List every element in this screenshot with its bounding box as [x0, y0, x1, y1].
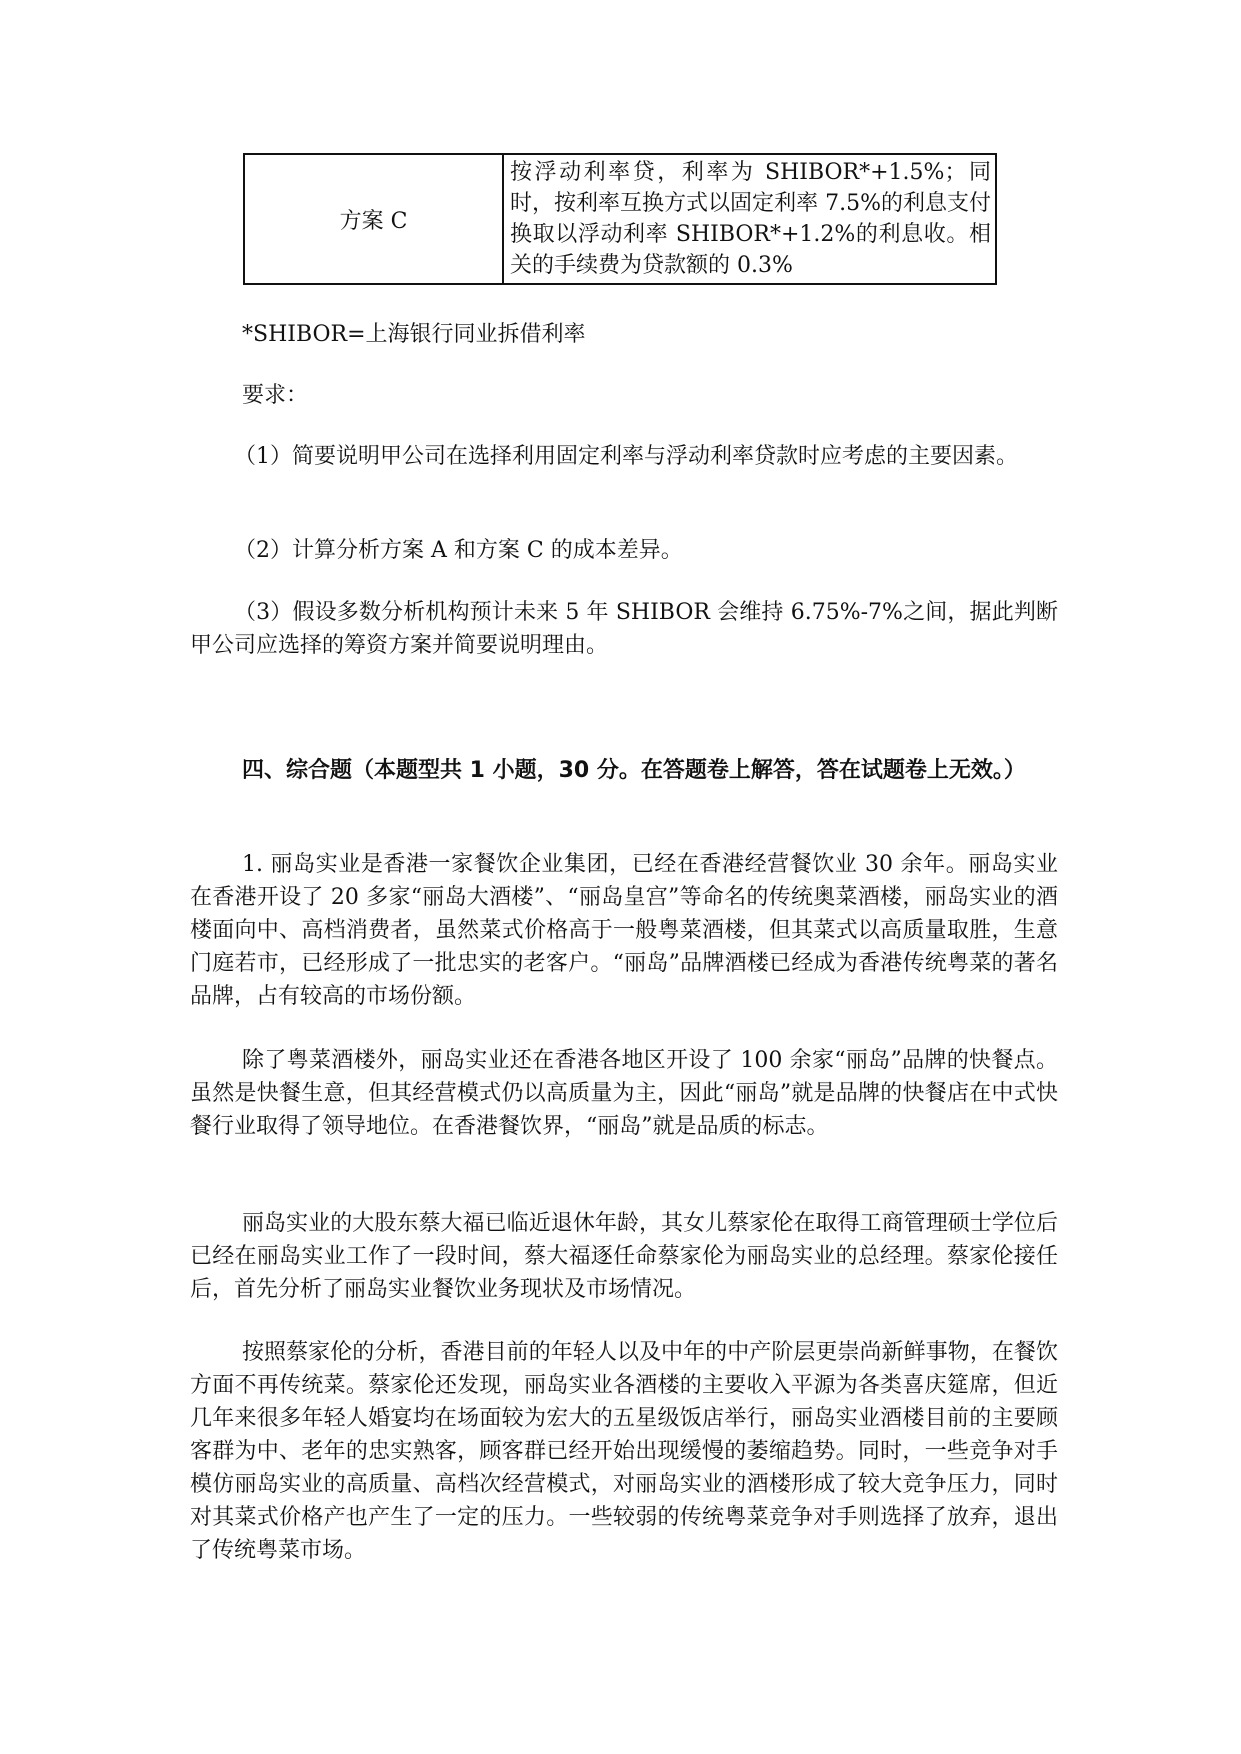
plan-description-cell: 按浮动利率贷，利率为 SHIBOR*+1.5%；同时，按利率互换方式以固定利率 7.5%的利息支付换取以浮动利率 SHIBOR*+1.2%的利息收。相关的手续费为贷款额的 0.3% [503, 154, 996, 284]
paragraph-4: 按照蔡家伦的分析，香港目前的年轻人以及中年的中产阶层更崇尚新鲜事物，在餐饮方面不再传统菜。蔡家伦还发现，丽岛实业各酒楼的主要收入平源为各类喜庆筵席，但近几年来很多年轻人婚宴均在场面较为宏大的五星级饭店举行，丽岛实业酒楼目前的主要顾客群为中、老年的忠实熟客，顾客群已经开始出现缓慢的萎缩趋势。同时，一些竞争对手模仿丽岛实业的高质量、高档次经营模式，对丽岛实业的酒楼形成了较大竞争压力，同时对其菜式价格产也产生了一定的压力。一些较弱的传统粤菜竞争对手则选择了放弃，退出了传统粤菜市场。 [190, 1340, 1058, 1563]
requirement-item-1: （1）简要说明甲公司在选择利用固定利率与浮动利率贷款时应考虑的主要因素。 [234, 444, 1018, 469]
requirement-item-3: （3）假设多数分析机构预计未来 5 年 SHIBOR 会维持 6.75%-7%之间，据此判断甲公司应选择的筹资方案并简要说明理由。 [190, 600, 1058, 658]
paragraph-3: 丽岛实业的大股东蔡大福已临近退休年龄，其女儿蔡家伦在取得工商管理硕士学位后已经在丽岛实业工作了一段时间，蔡大福逐任命蔡家伦为丽岛实业的总经理。蔡家伦接任后，首先分析了丽岛实业餐饮业务现状及市场情况。 [190, 1211, 1058, 1302]
paragraph-1: 1. 丽岛实业是香港一家餐饮企业集团，已经在香港经营餐饮业 30 余年。丽岛实业在香港开设了 20 多家“丽岛大酒楼”、“丽岛皇宫”等命名的传统奥菜酒楼，丽岛实业的酒楼面向中、高档消费者，虽然菜式价格高于一般粤菜酒楼，但其菜式以高质量取胜，生意门庭若市，已经形成了一批忠实的老客户。“丽岛”品牌酒楼已经成为香港传统粤菜的著名品牌，占有较高的市场份额。 [190, 852, 1058, 1009]
plan-label-cell: 方案 C [244, 154, 503, 284]
table-row [244, 154, 996, 284]
requirements-title: 要求： [242, 383, 309, 408]
plan-table [243, 153, 997, 285]
requirement-item-2: （2）计算分析方案 A 和方案 C 的成本差异。 [234, 538, 683, 563]
footnote: *SHIBOR=上海银行同业拆借利率 [242, 322, 586, 347]
section-heading: 四、综合题（本题型共 1 小题，30 分。在答题卷上解答，答在试题卷上无效。） [242, 758, 1026, 783]
paragraph-2: 除了粤菜酒楼外，丽岛实业还在香港各地区开设了 100 余家“丽岛”品牌的快餐点。虽然是快餐生意，但其经营模式仍以高质量为主，因此“丽岛”就是品牌的快餐店在中式快餐行业取得了领导地位。在香港餐饮界，“丽岛”就是品质的标志。 [190, 1048, 1058, 1139]
